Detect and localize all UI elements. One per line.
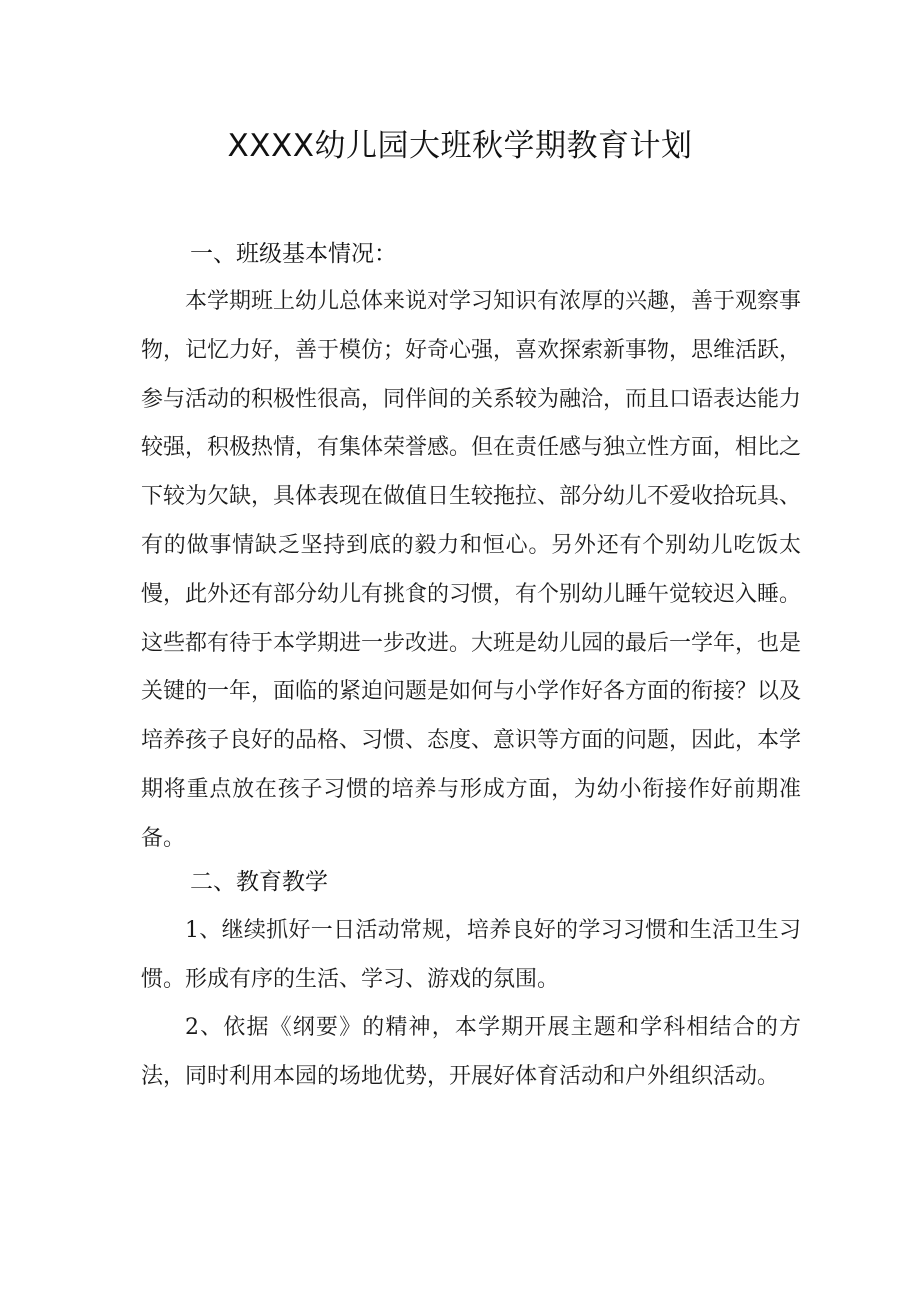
section-heading-education: 二、教育教学 (190, 869, 328, 895)
section-heading-class-info: 一、班级基本情况： (190, 241, 397, 267)
paragraph-item-2: 2、依据《纲要》的精神，本学期开展主题和学科相结合的方法，同时利用本园的场地优势，开展好体育活动和户外组织活动。 (141, 1015, 801, 1089)
paragraph-class-info: 本学期班上幼儿总体来说对学习知识有浓厚的兴趣，善于观察事物，记忆力好，善于模仿；好奇心强，喜欢探索新事物，思维活跃，参与活动的积极性很高，同伴间的关系较为融洽，而且口语表达能力较强，积极热情，有集体荣誉感。但在责任感与独立性方面，相比之下较为欠缺，具体表现在做值日生较拖拉、部分幼儿不爱收拾玩具、有的做事情缺乏坚持到底的毅力和恒心。另外还有个别幼儿吃饭太慢，此外还有部分幼儿有挑食的习惯，有个别幼儿睡午觉较迟入睡。这些都有待于本学期进一步改进。大班是幼儿园的最后一学年，也是关键的一年，面临的紧迫问题是如何与小学作好各方面的衔接？以及培养孩子良好的品格、习惯、态度、意识等方面的问题，因此，本学期将重点放在孩子习惯的培养与形成方面，为幼小衔接作好前期准备。 (141, 289, 802, 851)
document-title: XXXX幼儿园大班秋学期教育计划 (227, 128, 693, 164)
paragraph-item-1: 1、继续抓好一日活动常规，培养良好的学习习惯和生活卫生习惯。形成有序的生活、学习、游戏的氛围。 (141, 918, 801, 992)
